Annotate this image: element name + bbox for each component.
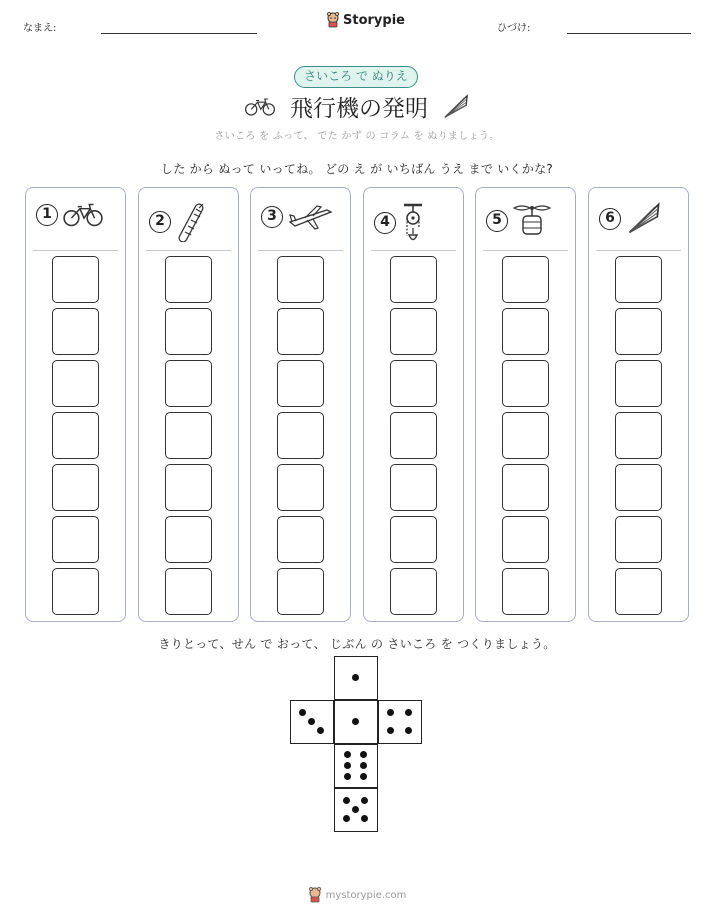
brand-name: Storypie: [343, 12, 405, 28]
color-box[interactable]: [165, 308, 212, 355]
die-pip: [344, 762, 351, 769]
die-face-1: [334, 656, 378, 700]
bicycle-icon: [244, 97, 276, 117]
page-title: 飛行機の発明: [290, 96, 428, 122]
column-header: [599, 202, 663, 236]
color-box[interactable]: [52, 568, 99, 615]
color-box[interactable]: [502, 308, 549, 355]
die-pip: [387, 709, 394, 716]
wing-icon: [442, 94, 470, 120]
column-divider: [596, 250, 681, 251]
color-box[interactable]: [277, 308, 324, 355]
color-box[interactable]: [52, 360, 99, 407]
color-box[interactable]: [277, 568, 324, 615]
column-header: [36, 202, 104, 228]
color-box[interactable]: [277, 256, 324, 303]
column-number: 1: [36, 204, 58, 226]
activity-pill: さいころ で ぬりえ: [294, 66, 418, 88]
date-label: ひづけ:: [497, 23, 531, 34]
die-face-5: [334, 788, 378, 832]
color-box[interactable]: [615, 308, 662, 355]
rope-icon: [175, 202, 209, 242]
color-box[interactable]: [52, 308, 99, 355]
die-pip: [360, 773, 367, 780]
die-pip: [317, 727, 324, 734]
wing-icon: [625, 202, 663, 236]
brand-logo: [326, 12, 405, 28]
color-box[interactable]: [390, 568, 437, 615]
color-box[interactable]: [277, 464, 324, 511]
bicycle-icon: [62, 202, 104, 228]
color-box[interactable]: [390, 308, 437, 355]
die-pip: [405, 709, 412, 716]
color-box[interactable]: [165, 568, 212, 615]
color-box[interactable]: [615, 360, 662, 407]
column-number: 3: [261, 206, 283, 228]
die-face-4: [378, 700, 422, 744]
name-label: なまえ:: [23, 23, 57, 34]
column-header: [374, 202, 426, 244]
die-pip: [352, 674, 359, 681]
color-box[interactable]: [502, 464, 549, 511]
die-pip: [343, 797, 350, 804]
color-box[interactable]: [615, 464, 662, 511]
footer-url: mystorypie.com: [325, 889, 407, 901]
name-line: [101, 33, 257, 34]
color-box[interactable]: [52, 412, 99, 459]
title-row: [0, 90, 714, 123]
column-divider: [483, 250, 568, 251]
color-box[interactable]: [277, 412, 324, 459]
color-box[interactable]: [165, 360, 212, 407]
die-face-6: [334, 744, 378, 788]
column-divider: [33, 250, 118, 251]
airplane-icon: [287, 202, 333, 232]
die-face-1: [334, 700, 378, 744]
cut-instruction: きりとって、せん で おって、 じぶん の さいころ を つくりましょう。: [158, 637, 556, 651]
color-box[interactable]: [165, 412, 212, 459]
column-2: [138, 187, 239, 622]
die-pip: [344, 773, 351, 780]
color-box[interactable]: [615, 568, 662, 615]
color-box[interactable]: [165, 256, 212, 303]
column-3: [250, 187, 351, 622]
footer: [0, 887, 714, 903]
column-number: 6: [599, 208, 621, 230]
column-6: [588, 187, 689, 622]
column-divider: [146, 250, 231, 251]
die-pip: [360, 751, 367, 758]
color-box[interactable]: [502, 256, 549, 303]
die-pip: [361, 797, 368, 804]
die-pip: [361, 815, 368, 822]
color-box[interactable]: [390, 412, 437, 459]
column-5: [475, 187, 576, 622]
die-pip: [352, 806, 359, 813]
column-header: [486, 202, 552, 240]
column-number: 4: [374, 212, 396, 234]
color-box[interactable]: [502, 516, 549, 563]
column-number: 5: [486, 210, 508, 232]
color-box[interactable]: [390, 464, 437, 511]
die-pip: [344, 751, 351, 758]
propeller-icon: [512, 202, 552, 240]
color-box[interactable]: [277, 516, 324, 563]
color-box[interactable]: [390, 360, 437, 407]
color-box[interactable]: [52, 516, 99, 563]
color-box[interactable]: [390, 516, 437, 563]
date-line: [567, 33, 691, 34]
column-divider: [258, 250, 343, 251]
color-box[interactable]: [165, 464, 212, 511]
subtitle: さいころ を ふって、 でた かず の コラム を ぬりましょう。: [214, 131, 500, 142]
column-header: [261, 202, 333, 232]
color-box[interactable]: [277, 360, 324, 407]
column-divider: [371, 250, 456, 251]
die-pip: [299, 709, 306, 716]
color-box[interactable]: [52, 256, 99, 303]
color-box[interactable]: [52, 464, 99, 511]
color-box[interactable]: [615, 256, 662, 303]
die-pip: [360, 762, 367, 769]
pulley-icon: [400, 202, 426, 244]
column-header: [149, 202, 209, 242]
color-box[interactable]: [502, 360, 549, 407]
color-box[interactable]: [615, 516, 662, 563]
die-pip: [387, 727, 394, 734]
die-pip: [308, 718, 315, 725]
die-pip: [343, 815, 350, 822]
color-box[interactable]: [390, 256, 437, 303]
column-1: [25, 187, 126, 622]
column-4: [363, 187, 464, 622]
die-face-3: [290, 700, 334, 744]
die-pip: [352, 718, 359, 725]
color-box[interactable]: [502, 568, 549, 615]
instruction: した から ぬって いってね。 どの え が いちばん うえ まで いくかな?: [160, 162, 554, 176]
color-box[interactable]: [502, 412, 549, 459]
die-pip: [405, 727, 412, 734]
mascot-icon: [308, 887, 322, 903]
column-number: 2: [149, 211, 171, 233]
color-box[interactable]: [165, 516, 212, 563]
mascot-icon: [326, 12, 340, 28]
color-box[interactable]: [615, 412, 662, 459]
